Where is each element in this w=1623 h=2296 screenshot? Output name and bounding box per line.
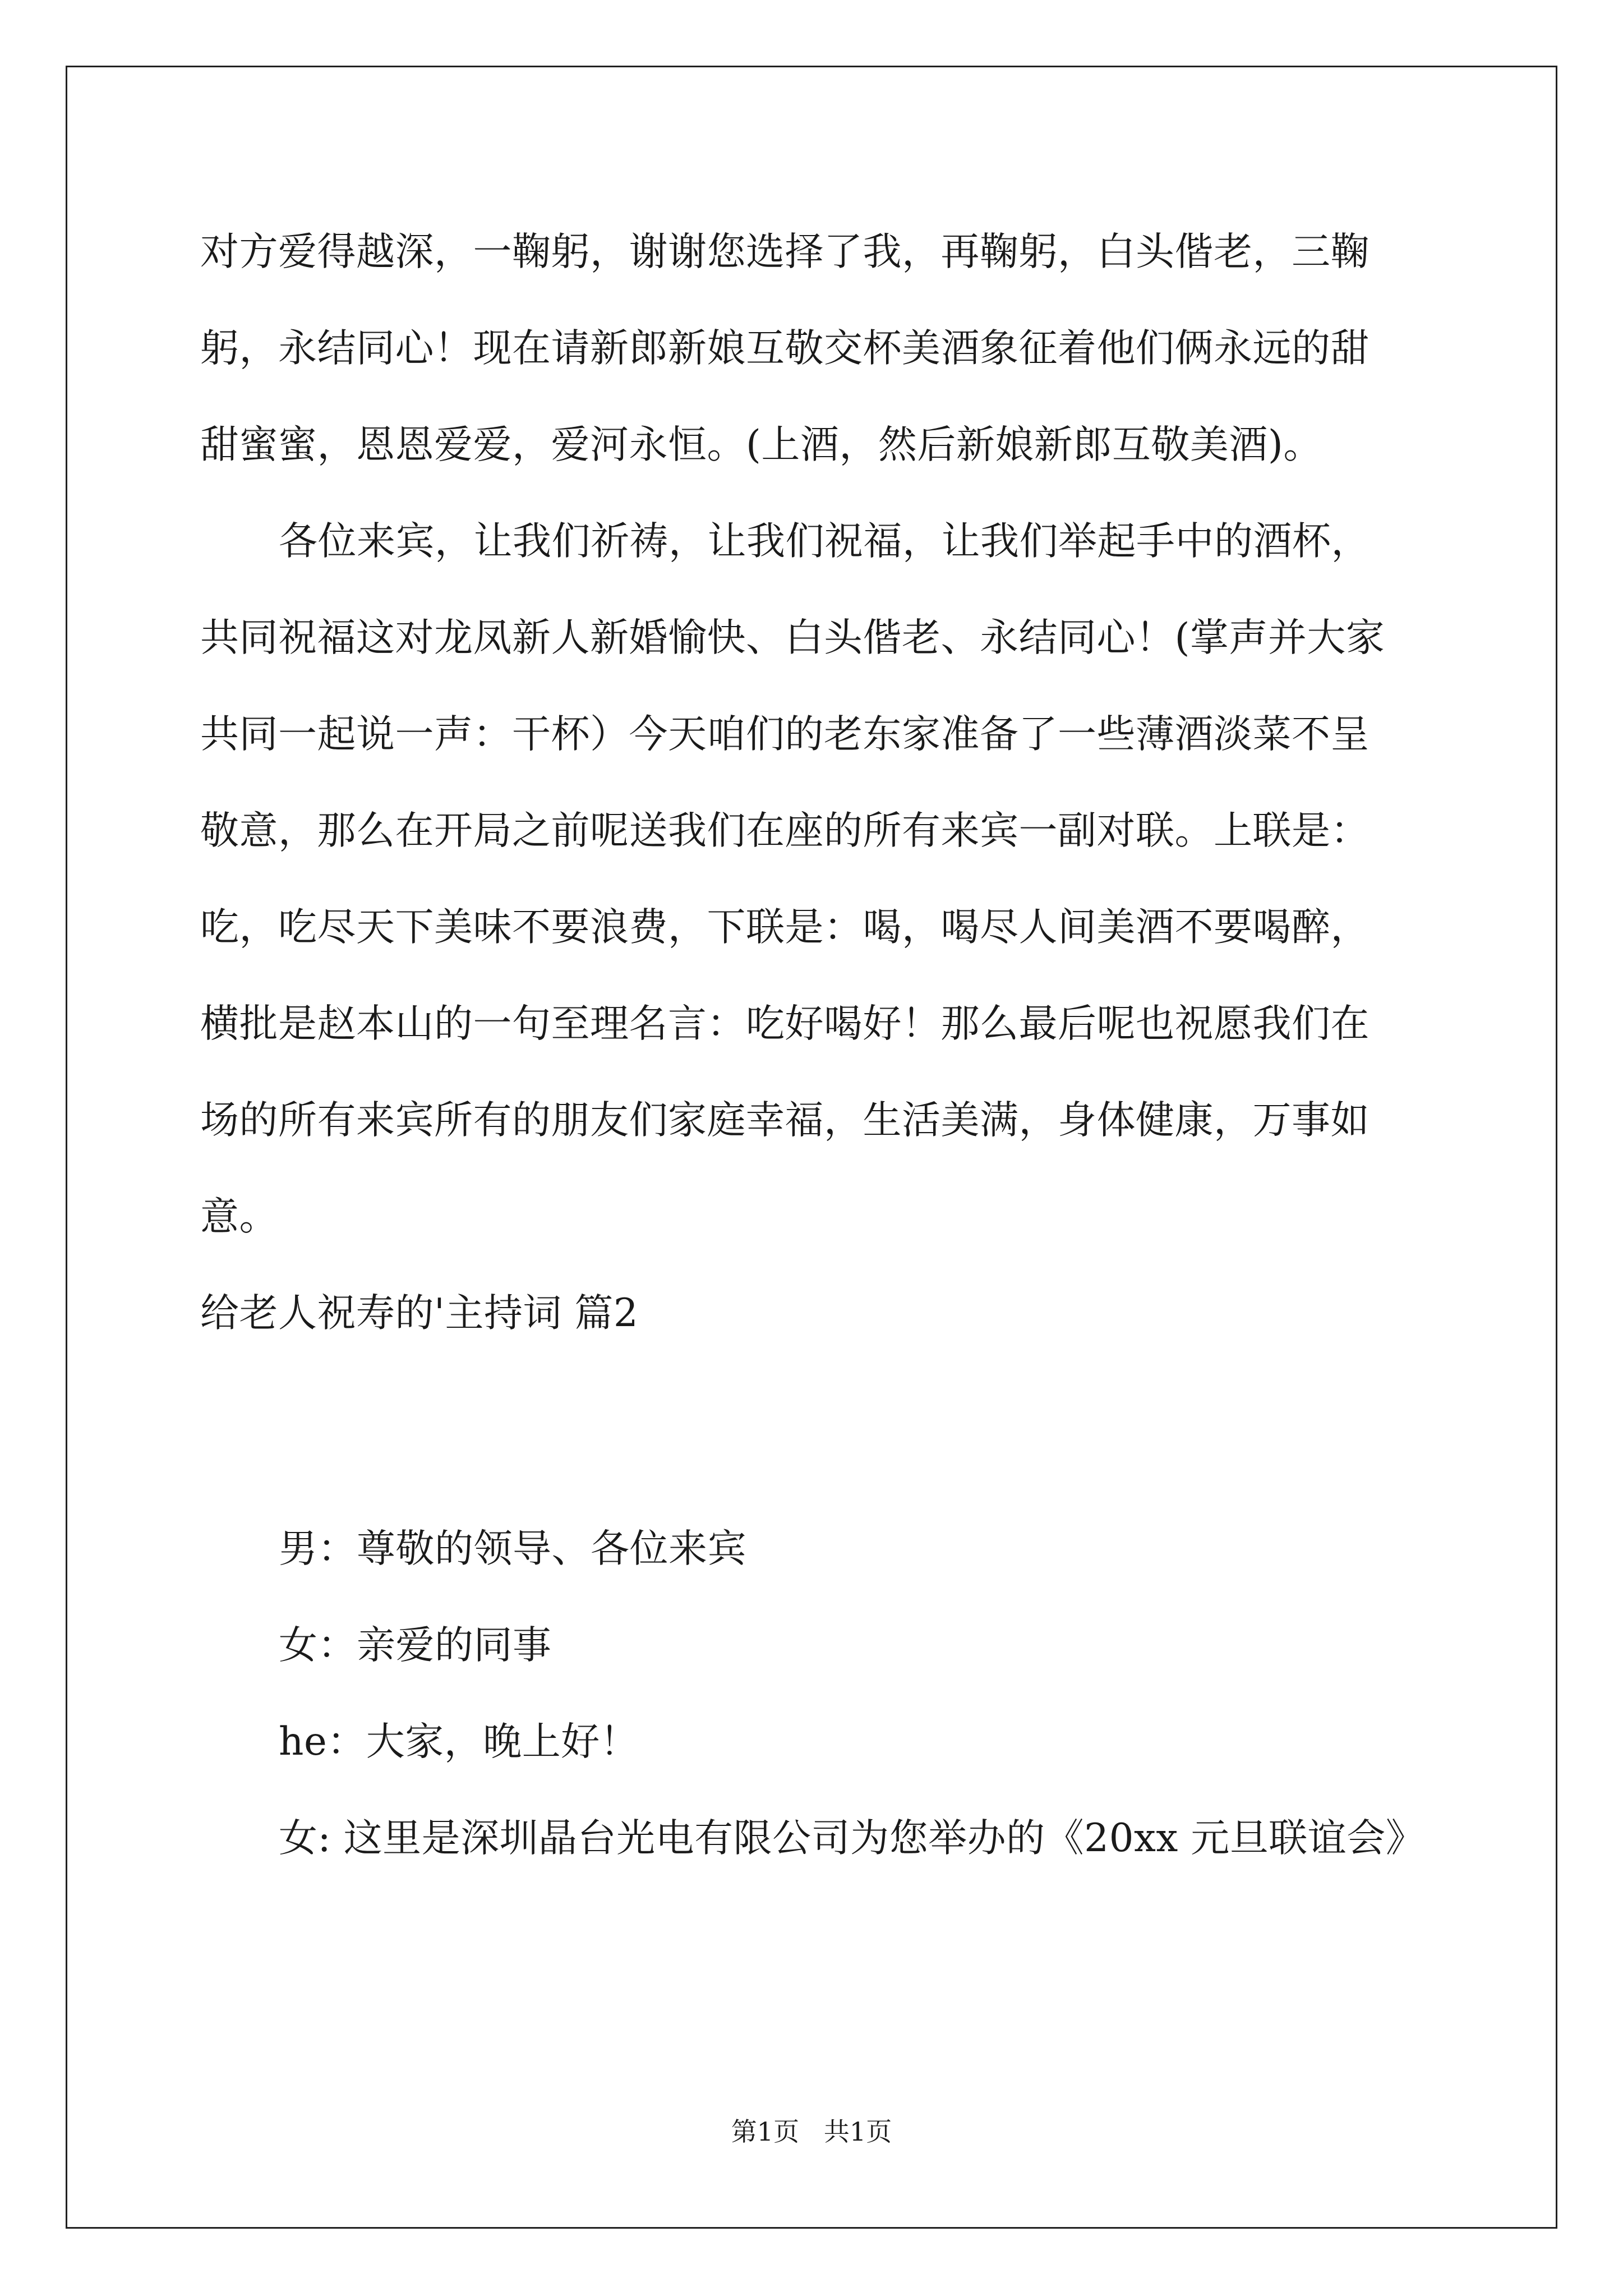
- dialogue-line: 女: 这里是深圳晶台光电有限公司为您举办的《20xx 元旦联谊会》: [279, 1816, 1425, 1861]
- dialogue-line: 男：尊敬的领导、各位来宾: [279, 1526, 746, 1571]
- paragraph-line: 敬意，那么在开局之前呢送我们在座的所有来宾一副对联。上联是：: [200, 808, 1370, 853]
- paragraph-line: 对方爱得越深，一鞠躬，谢谢您选择了我，再鞠躬，白头偕老，三鞠: [200, 229, 1370, 274]
- section-heading: 给老人祝寿的'主持词 篇2: [200, 1291, 639, 1336]
- paragraph-line: 意。: [200, 1194, 278, 1239]
- paragraph-line: 共同一起说一声：干杯）今天咱们的老东家准备了一些薄酒淡菜不呈: [200, 712, 1370, 757]
- paragraph-line: 吃，吃尽天下美味不要浪费，下联是：喝，喝尽人间美酒不要喝醉，: [200, 905, 1370, 950]
- paragraph-line: 甜蜜蜜，恩恩爱爱，爱河永恒。(上酒，然后新娘新郎互敬美酒)。: [200, 422, 1322, 467]
- paragraph-line: 躬，永结同心！现在请新郎新娘互敬交杯美酒象征着他们俩永远的甜: [200, 326, 1370, 371]
- page-border: [66, 66, 1557, 2229]
- dialogue-line: he：大家，晚上好！: [279, 1719, 639, 1764]
- dialogue-line: 女：亲爱的同事: [279, 1623, 552, 1668]
- paragraph-line: 各位来宾，让我们祈祷，让我们祝福，让我们举起手中的酒杯，: [279, 519, 1370, 564]
- page-footer: 第1页 共1页: [731, 2116, 892, 2147]
- paragraph-line: 横批是赵本山的一句至理名言：吃好喝好！那么最后呢也祝愿我们在: [200, 1001, 1370, 1046]
- paragraph-line: 场的所有来宾所有的朋友们家庭幸福，生活美满，身体健康，万事如: [200, 1098, 1370, 1143]
- paragraph-line: 共同祝福这对龙凤新人新婚愉快、白头偕老、永结同心！(掌声并大家: [200, 615, 1385, 660]
